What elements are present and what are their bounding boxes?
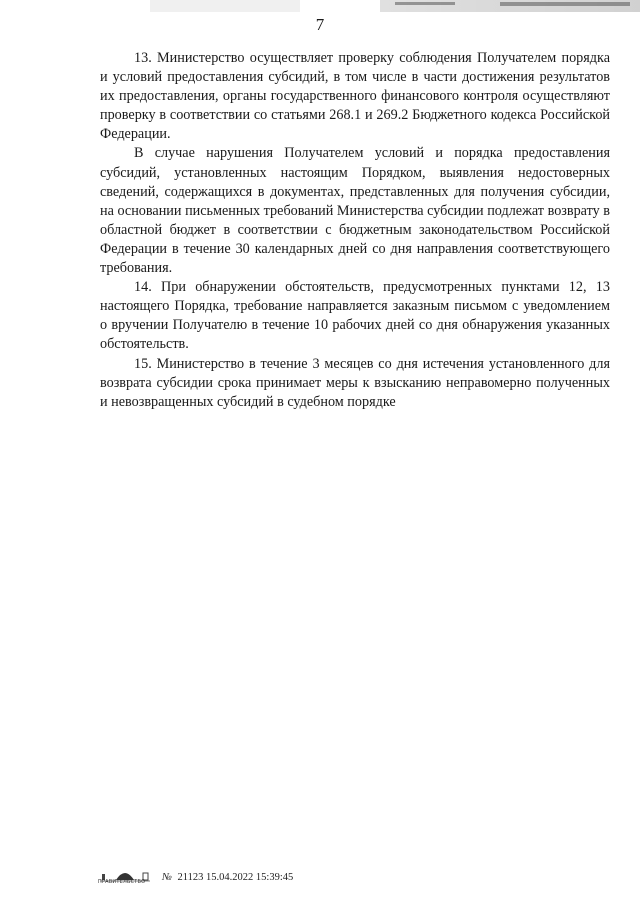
doc-number: 21123 <box>177 872 204 883</box>
paragraph-violation: В случае нарушения Получателем условий и порядка предоставления субсидий, установленных настоящим Порядком, выявления недостоверных сведений, содержащихся в документах, представленных для получения субсидии, на основании письменных требований Министерства субсидии подлежат возврату в областной бюджет в соответствии с бюджетным законодательством Российской Федерации в течение 30 календарных дней со дня направления соответствующего требования. <box>100 145 610 277</box>
document-body <box>100 49 610 412</box>
doc-datetime: 15.04.2022 15:39:45 <box>206 872 294 883</box>
paragraph-13: 13. Министерство осуществляет проверку соблюдения Получателем порядка и условий предоставления субсидий, в том числе в части достижения результатов их предоставления, органы государственного финансового контроля осуществляют проверку в соответствии со статьями 268.1 и 269.2 Бюджетного кодекса Российской Федерации. <box>100 50 610 143</box>
stamp-caption: ПРАВИТЕЛЬСТВО <box>98 879 146 885</box>
scan-streak <box>500 2 630 6</box>
paragraph-14: 14. При обнаружении обстоятельств, предусмотренных пунктами 12, 13 настоящего Порядка, требование направляется заказным письмом с уведомлением о вручении Получателю в течение 10 рабочих дней со дня обнаружения указанных обстоятельств. <box>100 279 610 353</box>
registration-stamp <box>162 872 293 883</box>
paragraph-15: 15. Министерство в течение 3 месяцев со дня истечения установленного для возврата субсидии срока принимает меры к взысканию неправомерно полученных и невозвращенных субсидий в судебном порядке <box>100 355 610 410</box>
footer <box>98 862 358 892</box>
number-sign: № <box>162 872 172 883</box>
page-number: 7 <box>315 15 325 34</box>
scan-streak <box>395 2 455 5</box>
